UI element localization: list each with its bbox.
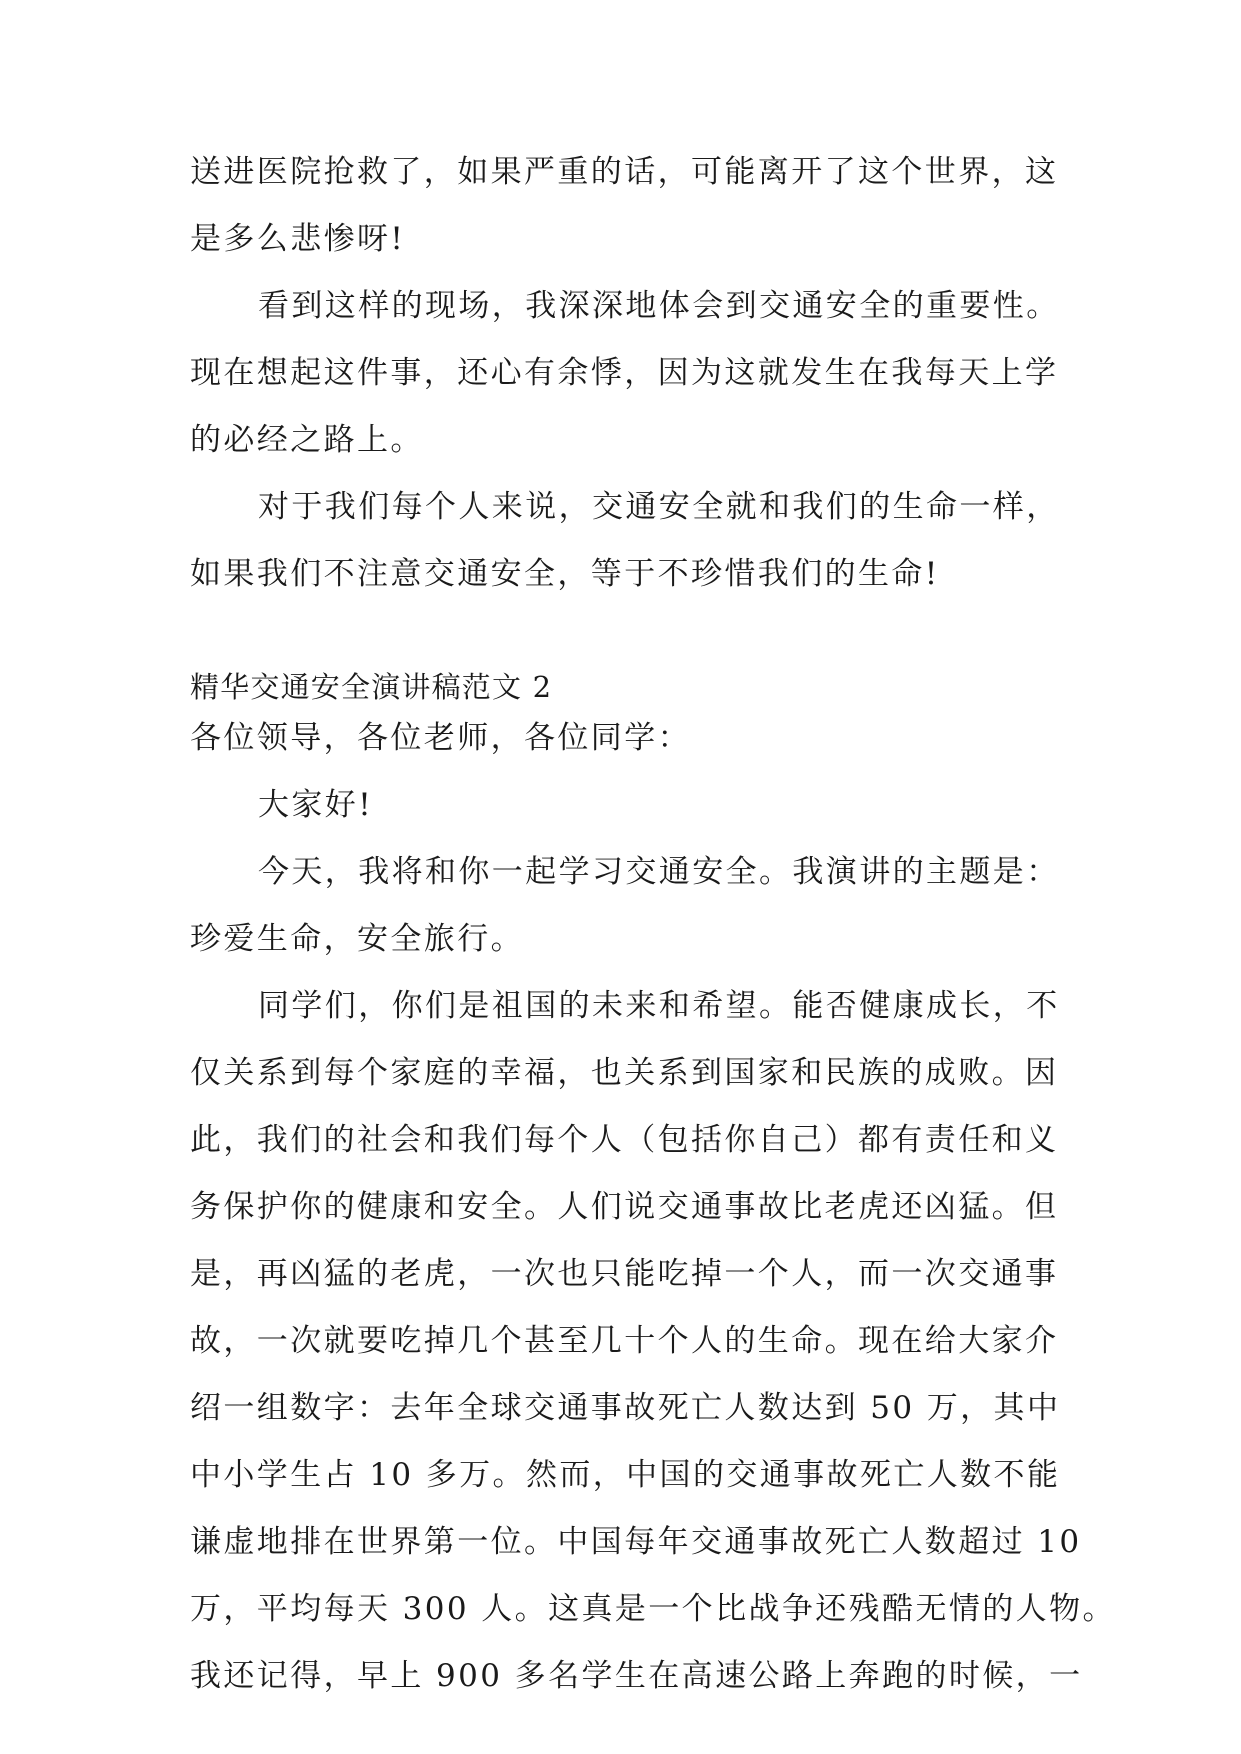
paragraph-line: 绍一组数字：去年全球交通事故死亡人数达到 50 万，其中: [190, 1390, 1061, 1426]
paragraph-line: 是多么悲惨呀!: [190, 221, 406, 257]
paragraph-line: 务保护你的健康和安全。人们说交通事故比老虎还凶猛。但: [190, 1189, 1059, 1225]
paragraph-line: 大家好!: [258, 787, 374, 823]
paragraph-line: 是，再凶猛的老虎，一次也只能吃掉一个人，而一次交通事: [190, 1256, 1059, 1292]
paragraph-line: 中小学生占 10 多万。然而，中国的交通事故死亡人数不能: [190, 1457, 1061, 1493]
paragraph-line: 送进医院抢救了，如果严重的话，可能离开了这个世界，这: [190, 154, 1059, 190]
paragraph-line: 仅关系到每个家庭的幸福，也关系到国家和民族的成败。因: [190, 1055, 1059, 1091]
paragraph-line: 我还记得，早上 900 多名学生在高速公路上奔跑的时候，一: [190, 1658, 1083, 1694]
paragraph-line: 同学们，你们是祖国的未来和希望。能否健康成长，不: [258, 988, 1060, 1024]
paragraph-line: 的必经之路上。: [190, 422, 424, 458]
section-title: 精华交通安全演讲稿范文 2: [190, 670, 553, 704]
paragraph-line: 对于我们每个人来说，交通安全就和我们的生命一样，: [258, 489, 1060, 525]
paragraph-line: 各位领导，各位老师，各位同学：: [190, 720, 691, 756]
paragraph-line: 故，一次就要吃掉几个甚至几十个人的生命。现在给大家介: [190, 1323, 1059, 1359]
paragraph-line: 谦虚地排在世界第一位。中国每年交通事故死亡人数超过 10: [190, 1524, 1082, 1560]
paragraph-line: 如果我们不注意交通安全，等于不珍惜我们的生命!: [190, 556, 940, 592]
paragraph-line: 现在想起这件事，还心有余悸，因为这就发生在我每天上学: [190, 355, 1059, 391]
paragraph-line: 看到这样的现场，我深深地体会到交通安全的重要性。: [258, 288, 1060, 324]
paragraph-line: 今天，我将和你一起学习交通安全。我演讲的主题是：: [258, 854, 1060, 890]
paragraph-line: 珍爱生命，安全旅行。: [190, 921, 524, 957]
paragraph-line: 此，我们的社会和我们每个人（包括你自己）都有责任和义: [190, 1122, 1059, 1158]
paragraph-line: 万，平均每天 300 人。这真是一个比战争还残酷无情的人物。: [190, 1591, 1116, 1627]
